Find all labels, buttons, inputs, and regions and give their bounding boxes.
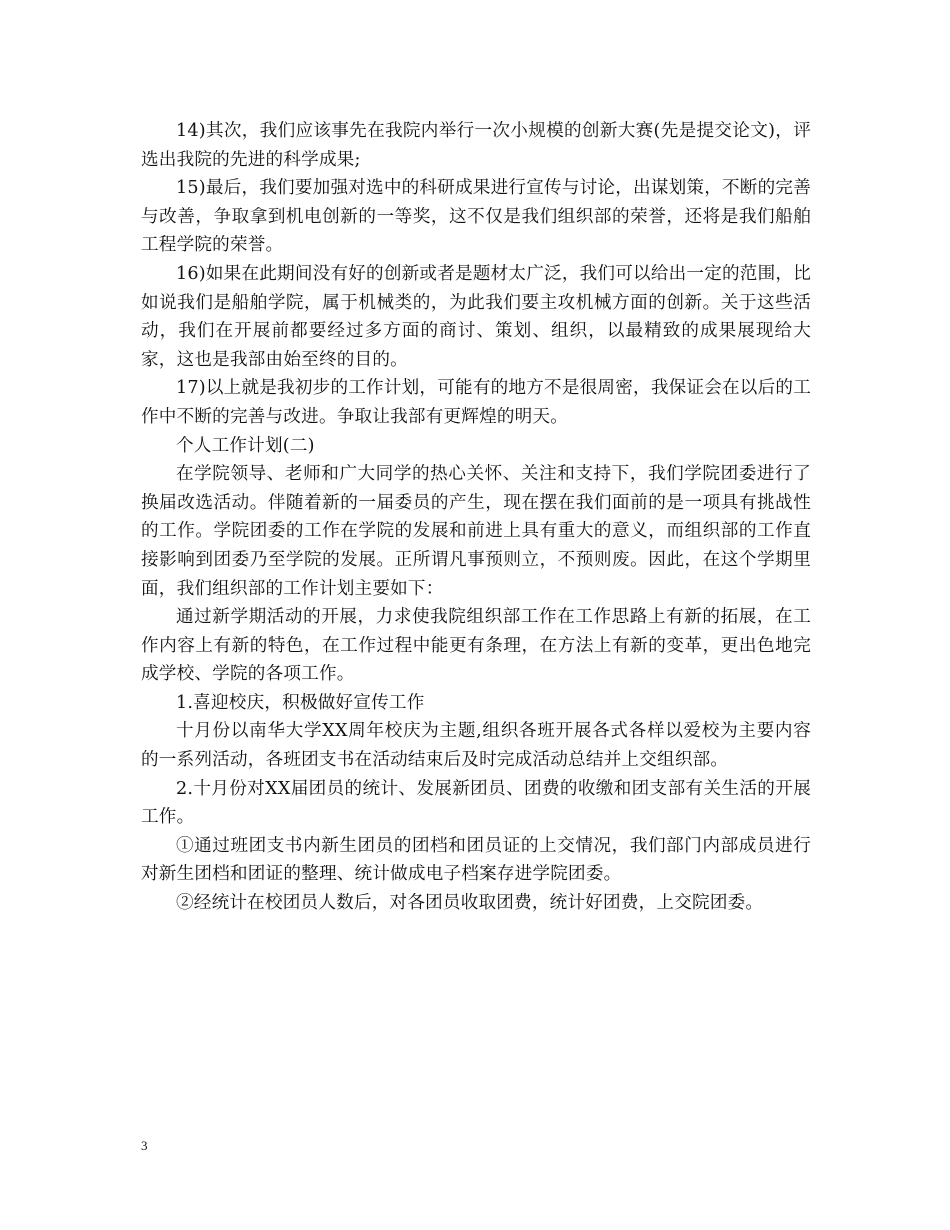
paragraph-15: 15)最后，我们要加强对选中的科研成果进行宣传与讨论，出谋划策，不断的完善与改善，争取拿到机电创新的一等奖，这不仅是我们组织部的荣誉，还将是我们船舶工程学院的荣誉。 bbox=[141, 178, 811, 256]
page-number: 3 bbox=[141, 1138, 148, 1153]
item-1-heading: 1.喜迎校庆，积极做好宣传工作 bbox=[176, 692, 425, 713]
subitem-1-paragraph: ①通过班团支书内新生团员的团档和团员证的上交情况，我们部门内部成员进行对新生团档和团证的整理、统计做成电子档案存进学院团委。 bbox=[141, 835, 811, 885]
intro-paragraph: 在学院领导、老师和广大同学的热心关怀、关注和支持下，我们学院团委进行了换届改选活动。伴随着新的一届委员的产生，现在摆在我们面前的是一项具有挑战性的工作。学院团委的工作在学院的发展和前进上具有重大的意义，而组织部的工作直接影响到团委乃至学院的发展。正所谓凡事预则立，不预则废。因此，在这个学期里面，我们组织部的工作计划主要如下： bbox=[141, 464, 811, 599]
document-body bbox=[141, 117, 811, 918]
paragraph-16: 16)如果在此期间没有好的创新或者是题材太广泛，我们可以给出一定的范围，比如说我们是船舶学院，属于机械类的，为此我们要主攻机械方面的创新。关于这些活动，我们在开展前都要经过多方面的商讨、策划、组织，以最精致的成果展现给大家，这也是我部由始至终的目的。 bbox=[141, 263, 811, 370]
item-2-paragraph: 2.十月份对XX届团员的统计、发展新团员、团费的收缴和团支部有关生活的开展工作。 bbox=[141, 778, 811, 828]
goal-paragraph: 通过新学期活动的开展，力求使我院组织部工作在工作思路上有新的拓展，在工作内容上有新的特色，在工作过程中能更有条理，在方法上有新的变革，更出色地完成学校、学院的各项工作。 bbox=[141, 607, 811, 685]
section-heading: 个人工作计划(二) bbox=[176, 435, 315, 456]
item-1-paragraph: 十月份以南华大学XX周年校庆为主题,组织各班开展各式各样以爱校为主要内容的一系列活动，各班团支书在活动结束后及时完成活动总结并上交组织部。 bbox=[141, 721, 811, 771]
paragraph-17: 17)以上就是我初步的工作计划，可能有的地方不是很周密，我保证会在以后的工作中不断的完善与改进。争取让我部有更辉煌的明天。 bbox=[141, 378, 811, 427]
subitem-2-paragraph: ②经统计在校团员人数后，对各团员收取团费，统计好团费，上交院团委。 bbox=[176, 893, 764, 914]
paragraph-14: 14)其次，我们应该事先在我院内举行一次小规模的创新大赛(先是提交论文)，评选出我院的先进的科学成果; bbox=[141, 121, 811, 170]
